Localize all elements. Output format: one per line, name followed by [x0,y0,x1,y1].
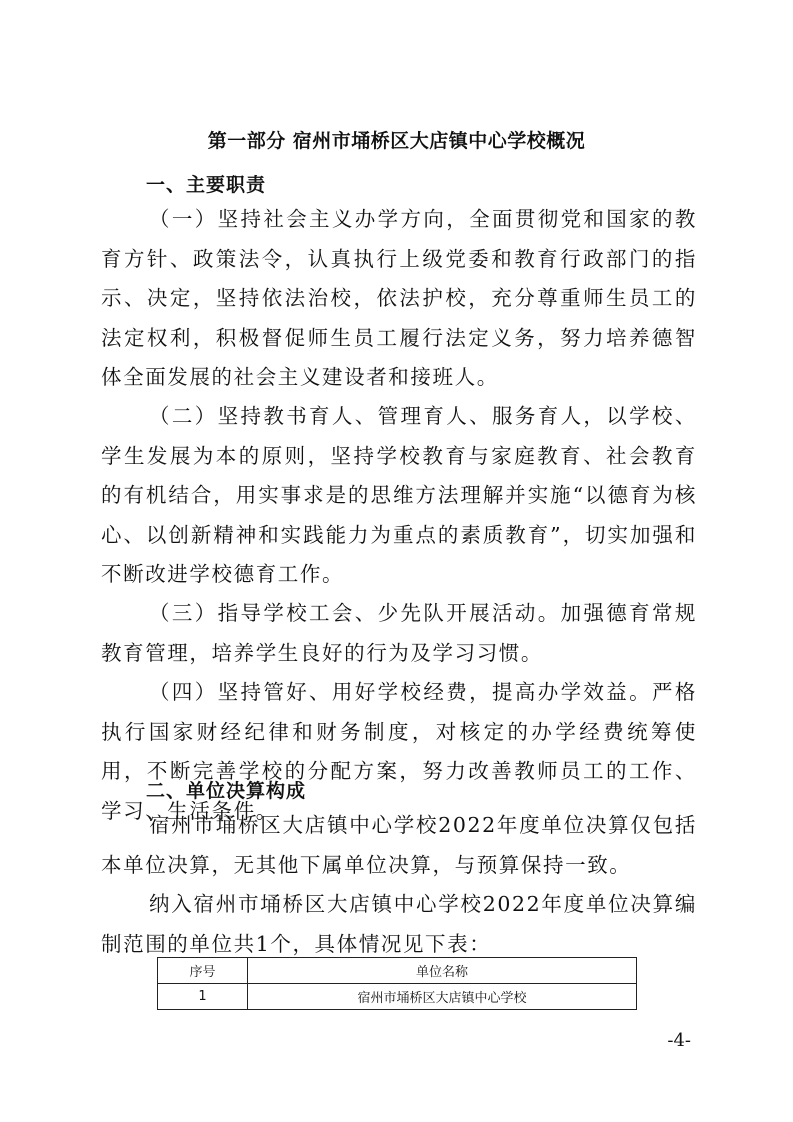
section-heading-main-duties: 一、主要职责 [146,174,267,196]
paragraph-duty-3: （三）指导学校工会、少先队开展活动。加强德育常规教育管理，培养学生良好的行为及学习习惯。 [101,601,697,665]
table-header-row [158,958,637,984]
table-row [158,984,637,1010]
paragraph-unit-composition-2: 纳入宿州市埇桥区大店镇中心学校2022年度单位决算编制范围的单位共1个，具体情况见下表： [101,892,697,956]
table-cell-unit-name: 宿州市埇桥区大店镇中心学校 [248,984,637,1010]
page-title: 第一部分 宿州市埇桥区大店镇中心学校概况 [207,130,586,152]
unit-table [157,957,637,1010]
table-header-index: 序号 [158,958,248,984]
table-header-unit-name: 单位名称 [248,958,637,984]
paragraph-duty-1: （一）坚持社会主义办学方向，全面贯彻党和国家的教育方针、政策法令，认真执行上级党委和教育行政部门的指示、决定，坚持依法治校，依法护校，充分尊重师生员工的法定权利，积极督促师生员工履行法定义务，努力培养德智体全面发展的社会主义建设者和接班人。 [101,207,697,389]
table-cell-index: 1 [158,984,248,1010]
paragraph-duty-2: （二）坚持教书育人、管理育人、服务育人，以学校、学生发展为本的原则，坚持学校教育与家庭教育、社会教育的有机结合，用实事求是的思维方法理解并实施“以德育为核心、以创新精神和实践能力为重点的素质教育”，切实加强和不断改进学校德育工作。 [101,404,697,586]
section-heading-unit-composition: 二、单位决算构成 [146,780,307,802]
page-number: -4- [667,1030,691,1051]
paragraph-unit-composition-1: 宿州市埇桥区大店镇中心学校2022年度单位决算仅包括本单位决算，无其他下属单位决算，与预算保持一致。 [101,813,697,877]
paragraph-duty-4: （四）坚持管好、用好学校经费，提高办学效益。严格执行国家财经纪律和财务制度，对核定的办学经费统筹使用，不断完善学校的分配方案，努力改善教师员工的工作、学习、生活条件。 [101,680,697,823]
